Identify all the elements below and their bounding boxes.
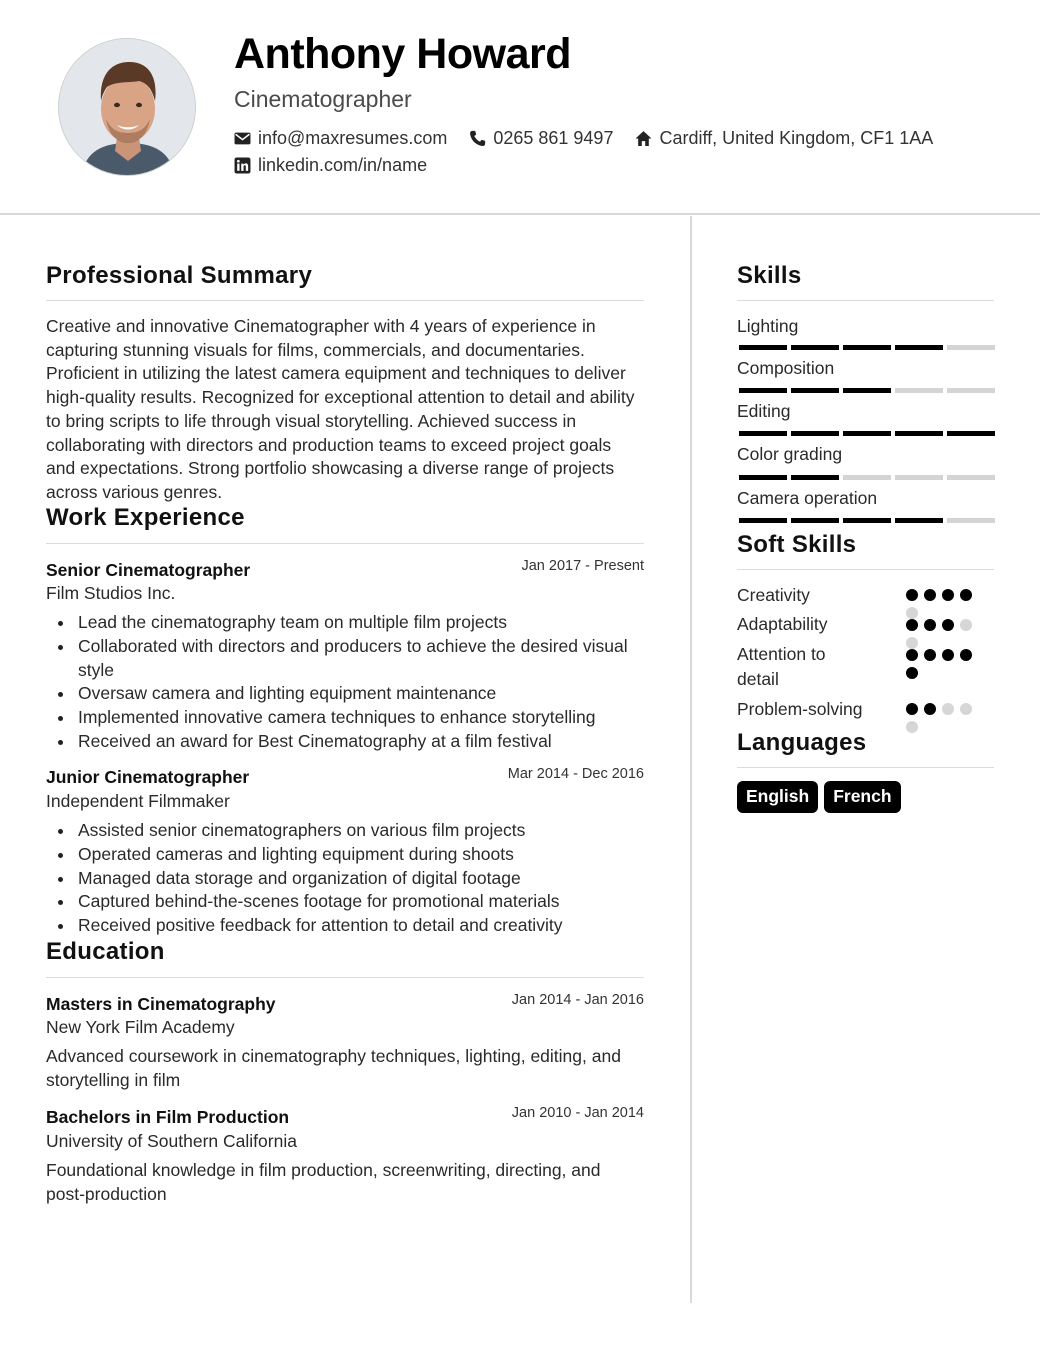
rating-dot xyxy=(924,619,936,631)
location-text: Cardiff, United Kingdom, CF1 1AA xyxy=(659,128,934,148)
skill-level-segment xyxy=(895,388,943,393)
contact-location xyxy=(635,128,933,149)
skill-level-segment xyxy=(843,431,891,436)
list-item: Implemented innovative camera techniques to enhance storytelling xyxy=(46,706,644,730)
skill-level-segment xyxy=(791,431,839,436)
skill-level-segment xyxy=(895,431,943,436)
summary-text: Creative and innovative Cinematographer with 4 years of experience in capturing stunning visuals for films, commercials, and documentaries. Proficient in utilizing the latest camera equipment and techniques to deliver high-quality results. Recognized for exceptional attention to detail and ability to bring scripts to life through visual storytelling. Achieved success in collaborating with directors and production teams to exceed project goals and expectations. Strong portfolio showcasing a diverse range of projects across various genres. xyxy=(46,316,635,502)
soft-skill-rating xyxy=(906,619,984,649)
rating-dot xyxy=(942,649,954,661)
skill-level-segment xyxy=(843,518,891,523)
soft-skill-name: Adaptability xyxy=(737,614,828,634)
skills-heading: Skills xyxy=(737,262,802,289)
job-bullet-list xyxy=(46,819,644,938)
skill-level-segment xyxy=(739,475,787,480)
skill-name: Camera operation xyxy=(737,488,878,508)
education-rule xyxy=(46,977,644,978)
school-name: New York Film Academy xyxy=(46,1017,235,1037)
rating-dot xyxy=(960,649,972,661)
resume-header xyxy=(0,0,1040,215)
person-photo-icon xyxy=(59,39,196,176)
experience-heading: Work Experience xyxy=(46,504,245,531)
education-description: Advanced coursework in cinematography techniques, lighting, editing, and storytelling in film xyxy=(46,1046,621,1090)
skill-level-segment xyxy=(739,431,787,436)
rating-dot xyxy=(942,589,954,601)
summary-heading: Professional Summary xyxy=(46,262,313,289)
contact-row-primary xyxy=(234,128,955,149)
job-organization: Film Studios Inc. xyxy=(46,583,176,603)
rating-dot xyxy=(906,667,918,679)
experience-rule xyxy=(46,543,644,544)
languages-list xyxy=(737,781,901,813)
job-title: Senior Cinematographer xyxy=(46,560,251,580)
education-date: Jan 2010 - Jan 2014 xyxy=(511,1105,644,1121)
soft-skill-name: Attention to detail xyxy=(737,644,826,689)
skill-level-segment xyxy=(947,431,995,436)
skill-level-segment xyxy=(895,475,943,480)
list-item: Managed data storage and organization of digital footage xyxy=(46,867,644,891)
skill-level-segment xyxy=(791,518,839,523)
skills-rule xyxy=(737,300,994,301)
list-item: Assisted senior cinematographers on various film projects xyxy=(46,819,644,843)
soft-skill-name: Creativity xyxy=(737,585,810,605)
profile-photo xyxy=(58,38,196,176)
linkedin-text: linkedin.com/in/name xyxy=(258,155,428,175)
soft-skills-rule xyxy=(737,569,994,570)
education-date: Jan 2014 - Jan 2016 xyxy=(511,992,644,1008)
skill-level-bar xyxy=(739,345,995,350)
skill-level-segment xyxy=(895,518,943,523)
rating-dot xyxy=(924,703,936,715)
skill-level-segment xyxy=(947,475,995,480)
contact-linkedin[interactable] xyxy=(234,155,427,176)
rating-dot xyxy=(906,589,918,601)
rating-dot xyxy=(960,619,972,631)
skill-level-segment xyxy=(791,475,839,480)
skill-level-segment xyxy=(895,345,943,350)
skill-level-segment xyxy=(791,345,839,350)
rating-dot xyxy=(924,589,936,601)
skill-level-segment xyxy=(843,345,891,350)
list-item: Operated cameras and lighting equipment during shoots xyxy=(46,843,644,867)
phone-icon xyxy=(469,130,486,147)
job-title: Junior Cinematographer xyxy=(46,767,250,787)
home-icon xyxy=(635,130,652,147)
rating-dot xyxy=(906,649,918,661)
education-heading: Education xyxy=(46,938,165,965)
skill-level-segment xyxy=(947,518,995,523)
skill-level-segment xyxy=(739,388,787,393)
skill-level-bar xyxy=(739,518,995,523)
rating-dot xyxy=(906,619,918,631)
skill-level-segment xyxy=(947,345,995,350)
school-name: University of Southern California xyxy=(46,1131,297,1151)
skill-name: Editing xyxy=(737,401,791,421)
linkedin-icon xyxy=(234,157,251,174)
list-item: Received positive feedback for attention to detail and creativity xyxy=(46,914,644,938)
soft-skill-rating xyxy=(906,649,984,679)
summary-rule xyxy=(46,300,644,301)
rating-dot xyxy=(906,721,918,733)
language-badge: French xyxy=(824,781,900,813)
job-date: Jan 2017 - Present xyxy=(521,558,644,574)
list-item: Received an award for Best Cinematography at a film festival xyxy=(46,730,644,754)
skill-name: Composition xyxy=(737,358,835,378)
envelope-icon xyxy=(234,130,251,147)
degree-title: Masters in Cinematography xyxy=(46,994,276,1014)
rating-dot xyxy=(906,637,918,649)
rating-dot xyxy=(960,703,972,715)
skill-level-bar xyxy=(739,388,995,393)
contact-email[interactable] xyxy=(234,128,447,149)
list-item: Collaborated with directors and producers to achieve the desired visual style xyxy=(46,635,644,683)
list-item: Lead the cinematography team on multiple film projects xyxy=(46,611,644,635)
language-badge: English xyxy=(737,781,818,813)
rating-dot xyxy=(960,589,972,601)
skill-level-bar xyxy=(739,475,995,480)
contact-row-secondary xyxy=(234,155,449,176)
soft-skills-heading: Soft Skills xyxy=(737,531,857,558)
languages-rule xyxy=(737,767,994,768)
skill-level-segment xyxy=(843,475,891,480)
candidate-name: Anthony Howard xyxy=(234,30,571,78)
column-divider xyxy=(690,216,692,1303)
education-description: Foundational knowledge in film production, screenwriting, directing, and post-production xyxy=(46,1160,601,1204)
job-bullet-list xyxy=(46,611,644,754)
skill-level-segment xyxy=(739,345,787,350)
candidate-role: Cinematographer xyxy=(234,86,412,112)
job-date: Mar 2014 - Dec 2016 xyxy=(507,766,644,782)
rating-dot xyxy=(942,703,954,715)
rating-dot xyxy=(906,607,918,619)
list-item: Captured behind-the-scenes footage for promotional materials xyxy=(46,890,644,914)
skill-name: Lighting xyxy=(737,316,799,336)
skill-name: Color grading xyxy=(737,444,843,464)
skill-level-segment xyxy=(843,388,891,393)
email-text: info@maxresumes.com xyxy=(258,128,448,148)
languages-heading: Languages xyxy=(737,729,867,756)
rating-dot xyxy=(924,649,936,661)
contact-phone[interactable] xyxy=(469,128,613,149)
soft-skill-rating xyxy=(906,703,984,733)
phone-text: 0265 861 9497 xyxy=(493,128,614,148)
degree-title: Bachelors in Film Production xyxy=(46,1107,290,1127)
skill-level-bar xyxy=(739,431,995,436)
soft-skill-name: Problem-solving xyxy=(737,699,863,719)
rating-dot xyxy=(942,619,954,631)
job-organization: Independent Filmmaker xyxy=(46,791,230,811)
rating-dot xyxy=(906,703,918,715)
skill-level-segment xyxy=(739,518,787,523)
skill-level-segment xyxy=(947,388,995,393)
list-item: Oversaw camera and lighting equipment maintenance xyxy=(46,682,644,706)
soft-skill-rating xyxy=(906,589,984,619)
skill-level-segment xyxy=(791,388,839,393)
